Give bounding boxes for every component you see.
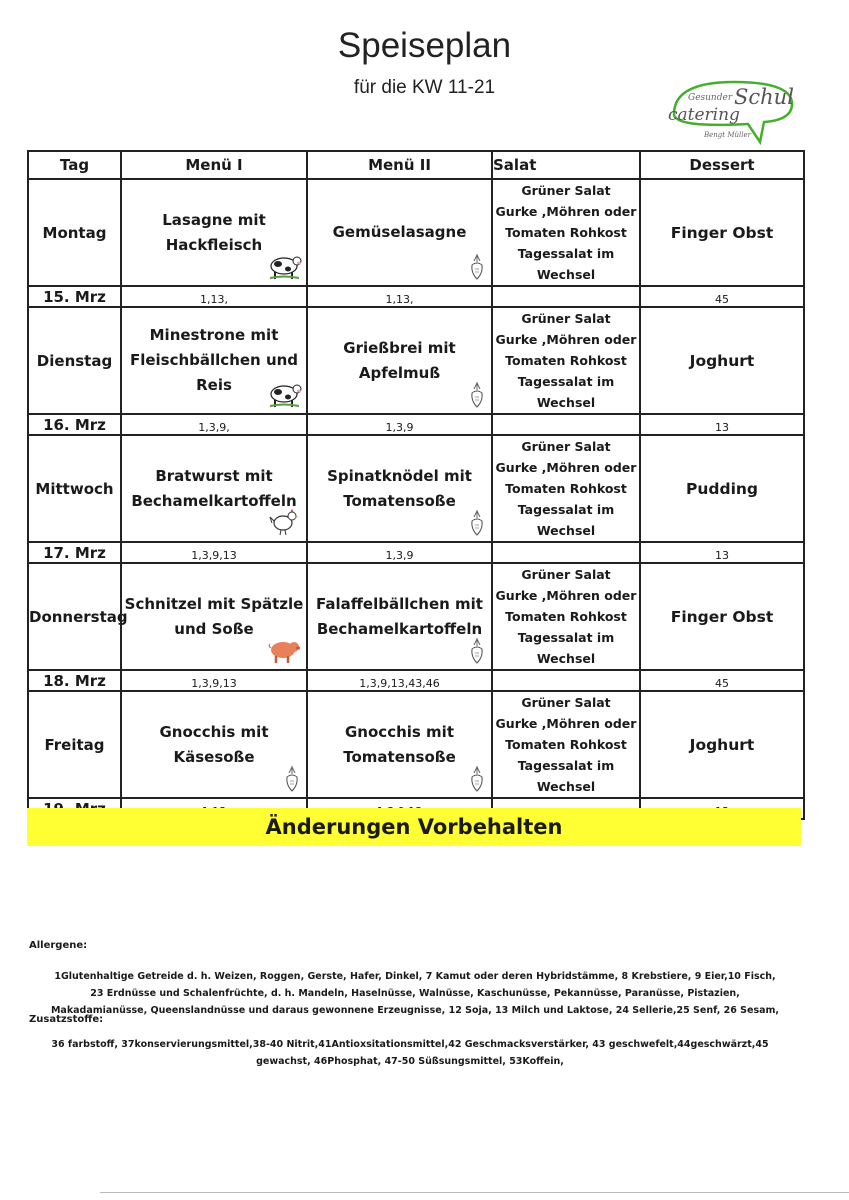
- page-title: Speiseplan: [337, 26, 512, 65]
- menu1-line: Fleischbällchen und: [129, 351, 299, 369]
- date-row: [28, 542, 804, 563]
- pig-icon: [266, 635, 302, 665]
- menu1-line: Bechamelkartoffeln: [131, 491, 297, 510]
- salat-line: Tagessalat im: [517, 630, 615, 645]
- vegetable-icon: [467, 637, 487, 665]
- page-subtitle: für die KW 11-21: [353, 77, 496, 98]
- date-row: [28, 414, 804, 435]
- dessert-cell: Joghurt: [640, 307, 804, 414]
- catering-logo: [664, 74, 798, 148]
- day-date: 16. Mrz: [28, 414, 121, 435]
- salat-line: Tomaten Rohkost: [505, 225, 627, 240]
- table-header-row: [28, 151, 804, 179]
- menu2-cell: [307, 307, 492, 414]
- menu1-cell: [121, 435, 307, 542]
- salat-line: Grüner Salat: [521, 183, 611, 198]
- salat-line: Tagessalat im: [517, 502, 615, 517]
- day-row: [28, 179, 804, 286]
- vegetable-icon: [467, 509, 487, 537]
- day-name: Montag: [28, 179, 121, 286]
- menu2-line: Tomatensoße: [343, 491, 456, 510]
- cow-icon: [266, 379, 302, 409]
- day-name: Mittwoch: [28, 435, 121, 542]
- dessert-allergen-codes: 13: [640, 414, 804, 435]
- menu1-line: Minestrone mit: [149, 326, 279, 344]
- menu2-line: Apfelmuß: [358, 363, 441, 382]
- date-row: [28, 286, 804, 307]
- logo-brand-schul: Schul: [734, 85, 794, 109]
- menu1-line: Reis: [196, 376, 232, 394]
- menu1-line: Schnitzel mit Spätzle: [124, 594, 304, 613]
- menu2-line: Spinatknödel mit: [327, 466, 472, 485]
- salat-line: Grüner Salat: [521, 311, 611, 326]
- date-row: [28, 670, 804, 691]
- dessert-cell: Finger Obst: [640, 563, 804, 670]
- salat-line: Tomaten Rohkost: [505, 353, 627, 368]
- day-name: Donnerstag: [28, 563, 121, 670]
- salat-cell: [492, 691, 640, 798]
- salat-line: Tagessalat im: [517, 246, 615, 261]
- salat-line: Gurke ,Möhren oder: [495, 716, 637, 731]
- menu1-cell: [121, 307, 307, 414]
- menu2-allergen-codes: 1,3,9: [307, 414, 492, 435]
- salat-allergen-codes: [492, 670, 640, 691]
- menu2-line: Bechamelkartoffeln: [316, 619, 483, 638]
- menu2-line: Tomatensoße: [343, 747, 456, 766]
- salat-line: Gurke ,Möhren oder: [495, 460, 637, 475]
- vegetable-icon: [467, 381, 487, 409]
- zusatzstoffe-label: Zusatzstoffe:: [29, 1014, 104, 1025]
- menu2-allergen-codes: 1,3,9: [307, 542, 492, 563]
- salat-line: Wechsel: [536, 267, 596, 282]
- vegetable-icon: [467, 253, 487, 281]
- menu1-cell: [121, 563, 307, 670]
- day-row: [28, 307, 804, 414]
- menu2-cell: [307, 563, 492, 670]
- menu1-line: und Soße: [174, 619, 254, 638]
- salat-cell: [492, 179, 640, 286]
- salat-line: Grüner Salat: [521, 695, 611, 710]
- day-name: Freitag: [28, 691, 121, 798]
- salat-line: Gurke ,Möhren oder: [495, 588, 637, 603]
- salat-line: Tomaten Rohkost: [505, 481, 627, 496]
- day-row: [28, 435, 804, 542]
- salat-allergen-codes: [492, 286, 640, 307]
- dessert-cell: Finger Obst: [640, 179, 804, 286]
- menu1-cell: [121, 179, 307, 286]
- menu2-allergen-codes: 1,13,: [307, 286, 492, 307]
- salat-allergen-codes: [492, 542, 640, 563]
- logo-owner: Bengt Müller: [704, 131, 751, 139]
- menu2-line: Gemüselasagne: [332, 223, 467, 241]
- salat-line: Gurke ,Möhren oder: [495, 204, 637, 219]
- dessert-cell: Joghurt: [640, 691, 804, 798]
- salat-line: Tagessalat im: [517, 374, 615, 389]
- menu-table: [27, 150, 805, 820]
- dessert-allergen-codes: 45: [640, 670, 804, 691]
- salat-line: Tagessalat im: [517, 758, 615, 773]
- salat-line: Grüner Salat: [521, 567, 611, 582]
- salat-line: Wechsel: [536, 779, 596, 794]
- menu1-line: Lasagne mit: [162, 210, 266, 229]
- salat-cell: [492, 563, 640, 670]
- menu1-cell: [121, 691, 307, 798]
- day-row: [28, 691, 804, 798]
- menu2-line: Grießbrei mit: [343, 338, 456, 357]
- salat-line: Wechsel: [536, 651, 596, 666]
- menu2-cell: [307, 435, 492, 542]
- header-menu1: Menü I: [121, 151, 307, 179]
- day-date: 18. Mrz: [28, 670, 121, 691]
- menu1-allergen-codes: 1,3,9,13: [121, 542, 307, 563]
- salat-cell: [492, 307, 640, 414]
- menu2-allergen-codes: 1,3,9,13,43,46: [307, 670, 492, 691]
- page-bottom-line: [100, 1192, 849, 1193]
- day-row: [28, 563, 804, 670]
- allergene-text: 1Glutenhaltige Getreide d. h. Weizen, Roggen, Gerste, Hafer, Dinkel, 7 Kamut oder deren Hybridstämme, 8 Krebstiere, 9 Eier,10 Fisch, 23 Erdnüsse und Schalenfrüchte, d. h. Mandeln, Haselnüsse, Walnüsse, Kaschunüsse, Pekannüsse, Paranüsse, Pistazien, Makadamianüsse, Queenslandnüsse und daraus gewonnene Erzeugnisse, 12 Soja, 13 Milch und Laktose, 24 Sellerie,25 Senf, 26 Sesam,: [50, 971, 780, 1016]
- day-date: 17. Mrz: [28, 542, 121, 563]
- salat-allergen-codes: [492, 414, 640, 435]
- logo-line1: Gesunder: [688, 93, 733, 103]
- header-menu2: Menü II: [307, 151, 492, 179]
- salat-line: Grüner Salat: [521, 439, 611, 454]
- menu1-line: Gnocchis mit: [159, 722, 269, 741]
- menu2-line: Falaffelbällchen mit: [316, 594, 483, 613]
- cow-icon: [266, 251, 302, 281]
- header-tag: Tag: [28, 151, 121, 179]
- menu1-line: Hackfleisch: [165, 235, 263, 254]
- menu1-allergen-codes: 1,3,9,: [121, 414, 307, 435]
- menu2-line: Gnocchis mit: [345, 722, 454, 741]
- vegetable-icon: [467, 765, 487, 793]
- dessert-allergen-codes: 13: [640, 542, 804, 563]
- menu1-allergen-codes: 1,13,: [121, 286, 307, 307]
- zusatzstoffe-text: 36 farbstoff, 37konservierungsmittel,38-40 Nitrit,41Antioxsitationsmittel,42 Geschmacksverstärker, 43 geschwefelt,44geschwärzt,45 gewachst, 46Phosphat, 47-50 Süßsungsmittel, 53Koffein,: [51, 1039, 769, 1067]
- menu1-line: Bratwurst mit: [155, 466, 273, 485]
- salat-line: Gurke ,Möhren oder: [495, 332, 637, 347]
- chicken-icon: [266, 507, 302, 537]
- dessert-cell: Pudding: [640, 435, 804, 542]
- salat-line: Wechsel: [536, 523, 596, 538]
- day-date: 15. Mrz: [28, 286, 121, 307]
- logo-brand-catering: catering: [668, 105, 740, 125]
- header-salat: Salat: [492, 151, 640, 179]
- dessert-allergen-codes: 45: [640, 286, 804, 307]
- vegetable-icon: [282, 765, 302, 793]
- salat-cell: [492, 435, 640, 542]
- menu2-cell: [307, 179, 492, 286]
- allergene-label: Allergene:: [29, 940, 88, 951]
- changes-reserved-banner: Änderungen Vorbehalten: [27, 808, 801, 846]
- salat-line: Wechsel: [536, 395, 596, 410]
- day-name: Dienstag: [28, 307, 121, 414]
- menu1-line: Käsesoße: [173, 747, 255, 766]
- salat-line: Tomaten Rohkost: [505, 609, 627, 624]
- salat-line: Tomaten Rohkost: [505, 737, 627, 752]
- menu2-cell: [307, 691, 492, 798]
- menu1-allergen-codes: 1,3,9,13: [121, 670, 307, 691]
- header-dessert: Dessert: [640, 151, 804, 179]
